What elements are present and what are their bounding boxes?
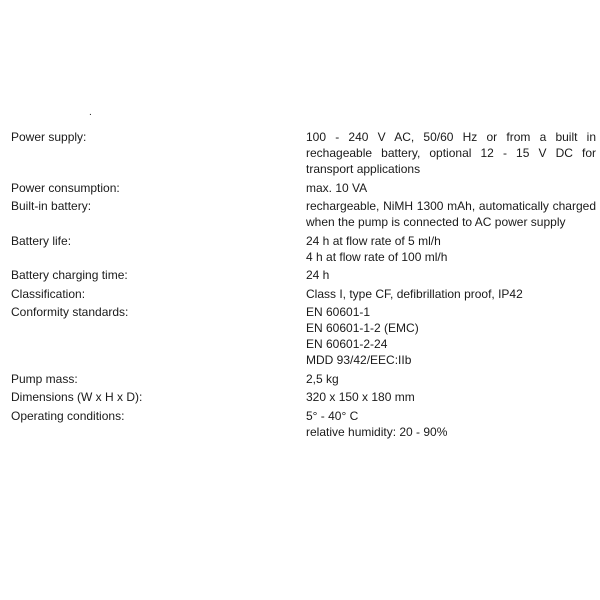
spec-label: Battery life: [11,233,72,248]
spec-label: Pump mass: [11,371,78,386]
spec-value-line: MDD 93/42/EEC:IIb [306,353,412,367]
spec-value [306,180,596,196]
stray-mark: . [89,107,92,118]
spec-row-battery-charging-time [11,267,596,283]
spec-label: Dimensions (W x H x D): [11,390,143,404]
spec-value-line: 24 h [306,268,330,282]
spec-row-dimensions [11,389,596,405]
spec-value [306,233,596,265]
spec-label: Operating conditions: [11,408,125,423]
spec-row-operating-conditions [11,408,596,440]
spec-value [306,198,596,230]
spec-value [306,286,596,302]
spec-value-line: EN 60601-1 [306,305,371,319]
spec-value-line: Class I, type CF, defibrillation proof, IP42 [306,286,523,301]
spec-row-classification [11,286,596,302]
spec-row-conformity-standards [11,304,596,368]
spec-label: Built-in battery: [11,199,92,213]
spec-value-line: relative humidity: 20 - 90% [306,424,448,439]
spec-row-pump-mass [11,371,596,387]
spec-value-line: 5° - 40° C [306,408,359,423]
spec-label: Conformity standards: [11,305,129,319]
spec-label: Power supply: [11,130,87,144]
spec-value [306,304,596,368]
spec-label: Power consumption: [11,180,120,195]
spec-row-power-supply [11,129,596,177]
spec-value [306,267,596,283]
spec-row-built-in-battery [11,198,596,230]
spec-value [306,408,596,440]
spec-value-line: 24 h at flow rate of 5 ml/h [306,233,441,248]
spec-value [306,129,596,177]
spec-label: Battery charging time: [11,268,128,282]
spec-row-power-consumption [11,180,596,196]
spec-value-line: EN 60601-1-2 (EMC) [306,321,419,335]
spec-value-line: max. 10 VA [306,180,368,195]
spec-row-battery-life [11,233,596,265]
spec-value-line: 320 x 150 x 180 mm [306,390,415,404]
spec-value-line: EN 60601-2-24 [306,337,388,351]
spec-value-line: rechargeable, NiMH 1300 mAh, automatically charged when the pump is connected to AC power supply [306,199,596,229]
spec-table [11,129,596,442]
spec-value-line: 100 - 240 V AC, 50/60 Hz or from a built in rechageable battery, optional 12 - 15 V DC for transport applications [306,130,596,176]
spec-value-line: 2,5 kg [306,371,339,386]
spec-label: Classification: [11,286,86,301]
spec-value-line: 4 h at flow rate of 100 ml/h [306,249,448,264]
spec-value [306,389,596,405]
spec-value [306,371,596,387]
